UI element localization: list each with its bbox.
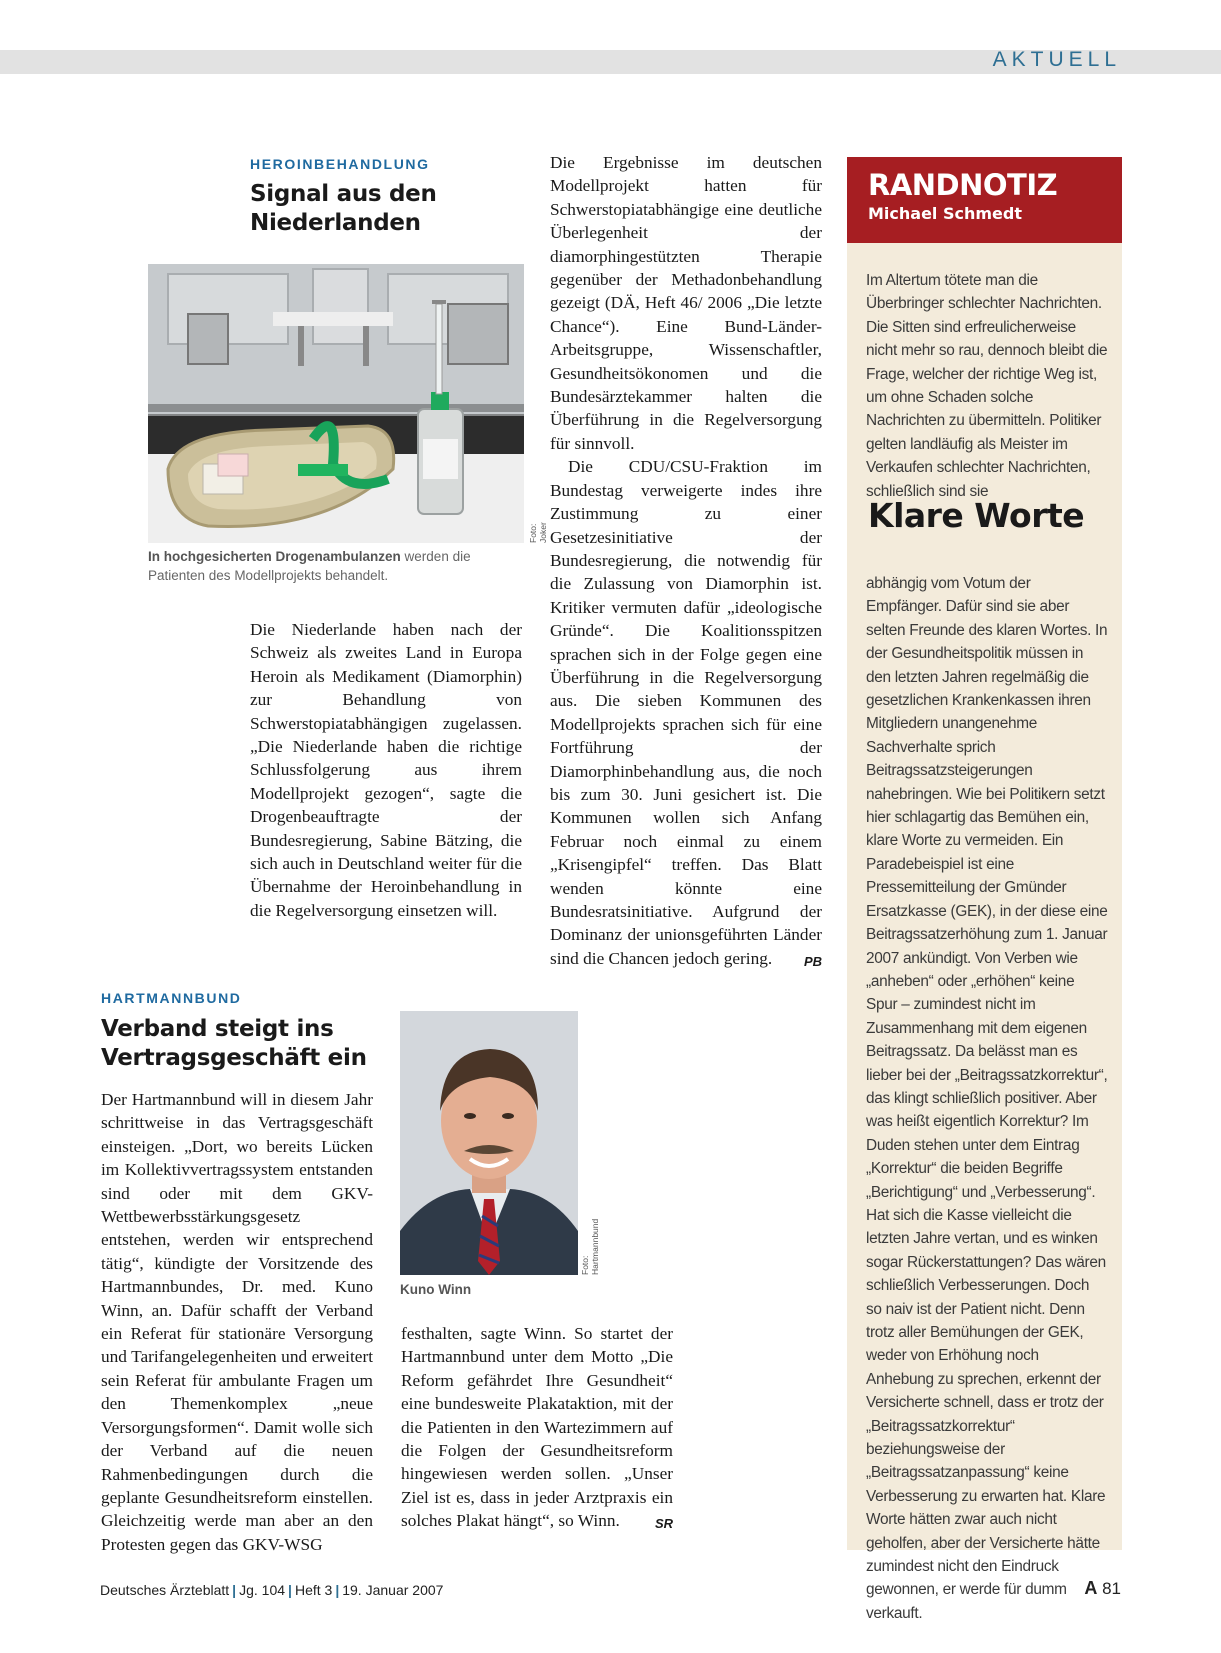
- article1-kicker: HEROINBEHANDLUNG: [250, 156, 430, 172]
- article2-col1-text: Der Hartmannbund will in diesem Jahr schrittweise in das Vertragsgeschäft einsteigen. „Dort, wo bereits Lücken im Kollektivvertragssystem entstanden sind oder mit dem GKV-Wettbewerbsstärkungsgesetz entstehen, werden wir entsprechend tätig“, kündigte der Vorsitzende des Hartmannbundes, Dr. med. Kuno Winn, an. Dafür schafft der Verband ein Referat für stationäre Versorgung und Tarifangelegenheiten und erweitert sein Referat für ambulante Fragen um den Themenkomplex „neue Versorgungsformen“. Damit wolle sich der Verband auf die neuen Rahmenbedingungen durch die geplante Gesundheitsreform einstellen. Gleichzeitig werde man aber an den Protesten gegen das GKV-WSG: [101, 1090, 373, 1554]
- article1-column2: [550, 151, 822, 973]
- article2-photo-credit: Foto: Hartmannbund: [580, 1218, 600, 1275]
- article2-col2-paragraph: [401, 1322, 673, 1533]
- page-number-value: 81: [1102, 1579, 1121, 1598]
- footer-separator: |: [232, 1582, 237, 1598]
- article1-signature: PB: [803, 953, 822, 969]
- article1-column1: [250, 618, 522, 922]
- randnotiz-author: Michael Schmedt: [868, 204, 1023, 223]
- section-label: AKTUELL: [992, 48, 1121, 71]
- article2-photo-caption: Kuno Winn: [400, 1282, 472, 1297]
- article2-col2-text: festhalten, sagte Winn. So startet der Hartmannbund unter dem Motto „Die Reform gefährdet Ihre Gesundheit“ eine bundesweite Plakataktion, mit der die Patienten in den Wartezimmern auf die Folgen der Gesundheitsreform hingewiesen werden sollen. „Unser Ziel ist es, dass in jeder Arztpraxis ein solches Plakat hängt“, so Winn.: [401, 1324, 673, 1531]
- footer-date: 19. Januar 2007: [342, 1582, 444, 1598]
- syringe-photo: [148, 264, 524, 543]
- footer-separator: |: [288, 1582, 292, 1598]
- article2-column2: [401, 1322, 673, 1536]
- article2-column1: [101, 1088, 373, 1556]
- page-prefix: A: [1084, 1578, 1098, 1598]
- syringe-photo-illustration: [148, 264, 524, 543]
- article1-headline-line1: Signal aus den: [250, 181, 437, 207]
- footer-journal: Deutsches Ärzteblatt: [100, 1582, 230, 1598]
- article1-photo-caption: [148, 547, 524, 585]
- footer-issue: Heft 3: [294, 1582, 333, 1598]
- randnotiz-text-1: Im Altertum tötete man die Überbringer schlechter Nachrichten. Die Sitten sind erfreulicherweise nicht mehr so rau, dennoch bleibt die Frage, welcher der richtige Weg ist, um ohne Schaden solche Nachrichten zu übermitteln. Politiker gelten landläufig als Meister im Verkaufen schlechter Nachrichten, schließlich sind sie: [866, 272, 1108, 500]
- article2-headline-line1: Verband steigt ins: [101, 1016, 334, 1042]
- page-number: [1084, 1578, 1121, 1599]
- footer: [100, 1582, 443, 1598]
- article1-caption-bold: In hochgesicherten Drogenambulanzen: [148, 549, 401, 564]
- article2-headline: [101, 1015, 367, 1073]
- article1-col2-p2-text: Die CDU/CSU-Fraktion im Bundestag verweigerte indes ihre Zustimmung zu einer Gesetzesinitiative der Bundesregierung, die notwendig für die Zulassung von Diamorphin ist. Kritiker vermuten dafür „ideologische Gründe“. Die Koalitionsspitzen sprachen sich in der Folge gegen eine Überführung in die Regelversorgung aus. Die sieben Kommunen des Modellprojekts sprachen sich für eine Fortführung der Diamorphinbehandlung aus, die noch bis zum 30. Juni gesichert ist. Die Kommunen wollen sich Anfang Februar noch einmal zu einem „Krisengipfel“ treffen. Das Blatt wenden könnte eine Bundesratsinitiative. Aufgrund der Dominanz der unionsgeführten Länder sind die Chancen jedoch gering.: [550, 457, 822, 968]
- portrait-photo: [400, 1011, 578, 1275]
- article1-col1-text: Die Niederlande haben nach der Schweiz als zweites Land in Europa Heroin als Medikament (Diamorphin) zur Behandlung von Schwerstopiatabhängigen zugelassen. „Die Niederlande haben die richtige Schlussfolgerung aus ihrem Modellprojekt gezogen“, sagte die Drogenbeauftragte der Bundesregierung, Sabine Bätzing, die sich auch in Deutschland weiter für die Übernahme der Heroinbehandlung in die Regelversorgung einsetzen will.: [250, 620, 522, 920]
- article1-col2-p2: [550, 455, 822, 970]
- article1-headline-line2: Niederlanden: [250, 210, 421, 236]
- footer-volume: Jg. 104: [239, 1582, 286, 1598]
- article1-caption-rest: werden die Patienten des Modellprojekts behandelt.: [148, 549, 471, 583]
- article1-headline: [250, 180, 437, 238]
- article2-signature: SR: [654, 1516, 673, 1532]
- footer-separator: |: [335, 1582, 340, 1598]
- randnotiz-text-2: abhängig vom Votum der Empfänger. Dafür sind sie aber selten Freunde des klaren Wortes. In der Gesundheitspolitik müssen in den letzten Jahren regelmäßig die gesetzlichen Krankenkassen ihren Mitgliedern unangenehme Sachverhalte sprich Beitragssatzsteigerungen nahebringen. Wie bei Politikern setzt hier schlagartig das Bemühen ein, klare Worte zu vermeiden. Ein Paradebeispiel ist eine Pressemitteilung der Gmünder Ersatzkasse (GEK), in der diese eine Beitragssatzerhöhung zum 1. Januar 2007 ankündigt. Von Verben wie „anheben“ oder „erhöhen“ keine Spur – zumindest nicht im Zusammenhang mit dem eigenen Beitragssatz. Da belässt man es lieber bei der „Beitragssatzkorrektur“, das klingt schließlich positiver. Aber was heißt eigentlich Korrektur? Im Duden stehen unter dem Eintrag „Korrektur“ die beiden Begriffe „Berichtigung“ und „Verbesserung“. Hat sich die Kasse vielleicht die letzten Jahre vertan, und es winken sogar Rückerstattungen? Das wären schließlich Verbesserungen. Doch so naiv ist der Patient nicht. Denn trotz aller Bemühungen der GEK, weder von Erhöhung noch Anhebung zu sprechen, erkennt der Versicherte schnell, dass er trotz der „Beitragssatzkorrektur“ beziehungsweise der „Beitragssatzanpassung“ keine Verbesserung zu erwarten hat. Klare Worte hätten zwar auch nicht geholfen, aber der Versicherte hätte zumindest nicht den Eindruck gewonnen, er werde für dumm verkauft.: [866, 575, 1108, 1622]
- randnotiz-title: RANDNOTIZ: [868, 168, 1058, 202]
- portrait-illustration: [400, 1011, 578, 1275]
- article1-photo-credit: Foto: Joker: [528, 522, 548, 543]
- article2-kicker: HARTMANNBUND: [101, 990, 242, 1006]
- article1-col2-p1: Die Ergebnisse im deutschen Modellprojekt hatten für Schwerstopiatabhängige eine deutliche Überlegenheit der diamorphingestützten Therapie gegenüber der Methadonbehandlung gezeigt (DÄ, Heft 46/ 2006 „Die letzte Chance“). Eine Bund-Länder-Arbeitsgruppe, Wissenschaftler, Gesundheitsökonomen und die Bundesärztekammer halten die Überführung in die Regelversorgung für sinnvoll.: [550, 153, 822, 453]
- article2-headline-line2: Vertragsgeschäft ein: [101, 1045, 367, 1071]
- randnotiz-pull-title: Klare Worte: [868, 496, 1085, 535]
